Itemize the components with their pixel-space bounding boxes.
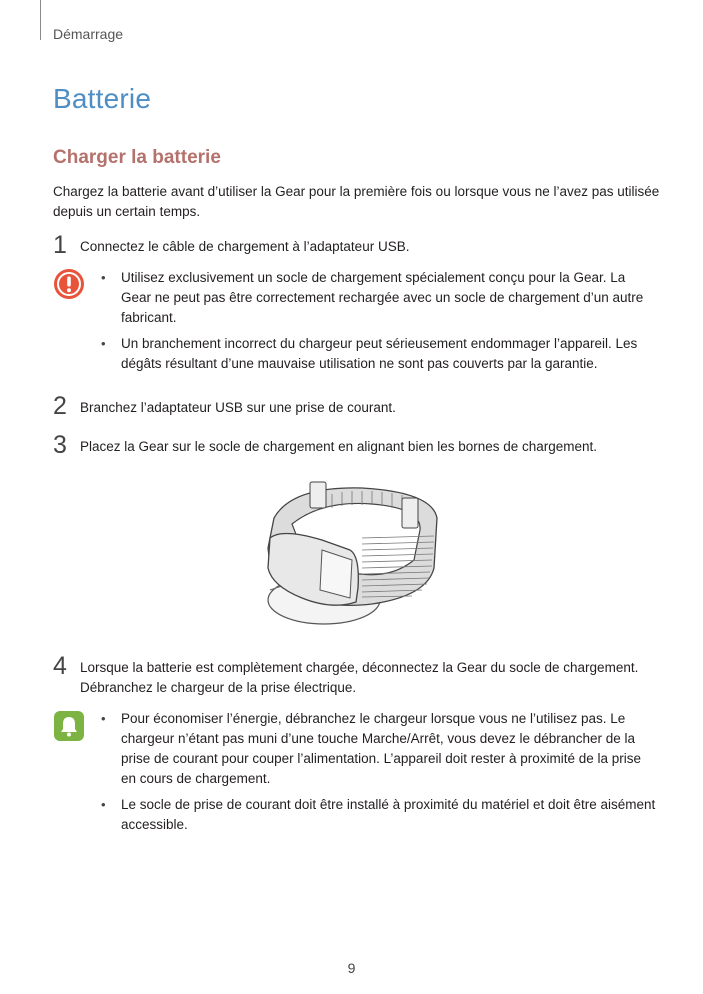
header-rule — [40, 0, 41, 40]
step-text: Connectez le câble de chargement à l’adaptateur USB. — [80, 239, 410, 254]
page-title: Batterie — [53, 83, 152, 114]
gear-charging-illustration — [262, 478, 440, 640]
list-item: • Un branchement incorrect du chargeur peut sérieusement endommager l’appareil. Les dégâts résultant d’une mauvaise utilisation ne sont pas couverts par la garantie. — [101, 336, 638, 371]
step-text: Placez la Gear sur le socle de chargement en alignant bien les bornes de chargement. — [80, 439, 598, 454]
tip-list — [98, 709, 658, 841]
step-text: Branchez l’adaptateur USB sur une prise de courant. — [80, 400, 396, 415]
caution-icon — [53, 268, 85, 300]
list-item: • Le socle de prise de courant doit être installé à proximité du matériel et doit être aisément accessible. — [101, 797, 656, 832]
step-number: 4 — [53, 652, 67, 680]
step-number: 2 — [53, 392, 67, 420]
bell-icon — [53, 710, 85, 742]
step-number: 1 — [53, 231, 67, 259]
list-item: • Utilisez exclusivement un socle de chargement spécialement conçu pour la Gear. La Gear ne peut pas être correctement rechargée avec un socle de chargement d’un autre fabricant. — [101, 270, 644, 325]
section-label: Démarrage — [53, 26, 124, 42]
list-item: • Pour économiser l’énergie, débranchez le chargeur lorsque vous ne l’utilisez pas. Le chargeur n’étant pas muni d’une touche Marche/Arrêt, vous devez le débrancher de la prise de courant pour couper l’alimentation. L’appareil doit rester à proximité de la prise en cours de chargement. — [101, 711, 642, 786]
step-text: Lorsque la batterie est complètement chargée, déconnectez la Gear du socle de chargement. Débranchez le chargeur de la prise électrique. — [80, 660, 639, 695]
section-subtitle: Charger la batterie — [53, 147, 221, 168]
page-number: 9 — [347, 960, 356, 976]
intro-paragraph: Chargez la batterie avant d’utiliser la Gear pour la première fois ou lorsque vous ne l’avez pas utilisée depuis un certain temps. — [53, 184, 660, 219]
warning-list — [98, 268, 658, 380]
step-number: 3 — [53, 431, 67, 459]
